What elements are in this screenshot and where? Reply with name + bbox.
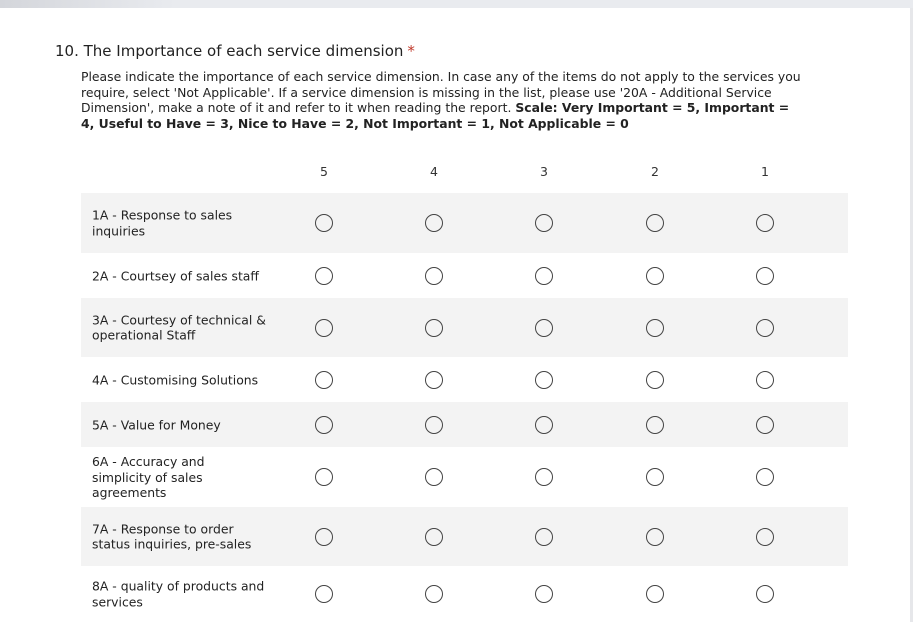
question-description xyxy=(81,69,806,131)
radio-3a-5[interactable] xyxy=(315,319,333,337)
radio-4a-5[interactable] xyxy=(315,371,333,389)
radio-1a-1[interactable] xyxy=(756,214,774,232)
radio-7a-1[interactable] xyxy=(756,528,774,546)
radio-7a-3[interactable] xyxy=(535,528,553,546)
radio-2a-4[interactable] xyxy=(425,267,443,285)
radio-4a-3[interactable] xyxy=(535,371,553,389)
radio-7a-4[interactable] xyxy=(425,528,443,546)
radio-4a-4[interactable] xyxy=(425,371,443,389)
matrix-row-1a xyxy=(81,193,848,253)
matrix-row-3a xyxy=(81,298,848,357)
matrix-row-8a xyxy=(81,566,848,622)
radio-6a-1[interactable] xyxy=(756,468,774,486)
description-text: Please indicate the importance of each service dimension. In case any of the items do not apply to the services you require, select 'Not Applicable'. If a service dimension is missing in the list, please use '20A - Additional Service Dimension', make a note of it and refer to it when reading the report. xyxy=(81,69,801,115)
top-bar-shade xyxy=(0,0,175,8)
radio-2a-3[interactable] xyxy=(535,267,553,285)
row-label: 5A - Value for Money xyxy=(92,416,221,432)
row-label: 8A - quality of products and services xyxy=(92,578,265,609)
radio-4a-1[interactable] xyxy=(756,371,774,389)
matrix-row-6a xyxy=(81,447,848,507)
radio-3a-1[interactable] xyxy=(756,319,774,337)
radio-8a-2[interactable] xyxy=(646,585,664,603)
column-label-3: 3 xyxy=(540,164,548,179)
radio-6a-4[interactable] xyxy=(425,468,443,486)
matrix-row-4a xyxy=(81,357,848,402)
matrix-row-5a xyxy=(81,402,848,447)
question-title xyxy=(55,42,415,60)
matrix-row-7a xyxy=(81,507,848,566)
radio-5a-1[interactable] xyxy=(756,416,774,434)
matrix-row-2a xyxy=(81,253,848,298)
radio-5a-3[interactable] xyxy=(535,416,553,434)
radio-8a-5[interactable] xyxy=(315,585,333,603)
radio-3a-4[interactable] xyxy=(425,319,443,337)
radio-1a-2[interactable] xyxy=(646,214,664,232)
radio-5a-4[interactable] xyxy=(425,416,443,434)
scale-text: Scale: Very Important = 5, Important = 4, Useful to Have = 3, Nice to Have = 2, Not Important = 1, Not Applicable = 0 xyxy=(81,100,790,131)
radio-3a-2[interactable] xyxy=(646,319,664,337)
column-label-4: 4 xyxy=(430,164,438,179)
radio-3a-3[interactable] xyxy=(535,319,553,337)
row-label: 7A - Response to order status inquiries, pre-sales xyxy=(92,521,252,552)
radio-1a-5[interactable] xyxy=(315,214,333,232)
radio-4a-2[interactable] xyxy=(646,371,664,389)
column-label-5: 5 xyxy=(320,164,328,179)
radio-8a-1[interactable] xyxy=(756,585,774,603)
row-label: 2A - Courtsey of sales staff xyxy=(92,267,259,283)
column-label-2: 2 xyxy=(651,164,659,179)
radio-7a-5[interactable] xyxy=(315,528,333,546)
question-title-text: 10. The Importance of each service dimension xyxy=(55,42,404,60)
radio-6a-2[interactable] xyxy=(646,468,664,486)
row-label: 3A - Courtesy of technical & operational Staff xyxy=(92,312,266,343)
radio-5a-2[interactable] xyxy=(646,416,664,434)
radio-1a-4[interactable] xyxy=(425,214,443,232)
radio-2a-5[interactable] xyxy=(315,267,333,285)
top-bar xyxy=(0,0,913,8)
row-label: 1A - Response to sales inquiries xyxy=(92,207,233,238)
required-marker: * xyxy=(407,42,415,60)
radio-6a-5[interactable] xyxy=(315,468,333,486)
radio-2a-1[interactable] xyxy=(756,267,774,285)
radio-2a-2[interactable] xyxy=(646,267,664,285)
matrix-header xyxy=(81,164,848,184)
radio-8a-4[interactable] xyxy=(425,585,443,603)
row-label: 6A - Accuracy and simplicity of sales agreements xyxy=(92,453,205,500)
radio-6a-3[interactable] xyxy=(535,468,553,486)
row-label: 4A - Customising Solutions xyxy=(92,371,259,387)
column-label-1: 1 xyxy=(761,164,769,179)
radio-1a-3[interactable] xyxy=(535,214,553,232)
radio-8a-3[interactable] xyxy=(535,585,553,603)
radio-5a-5[interactable] xyxy=(315,416,333,434)
radio-7a-2[interactable] xyxy=(646,528,664,546)
